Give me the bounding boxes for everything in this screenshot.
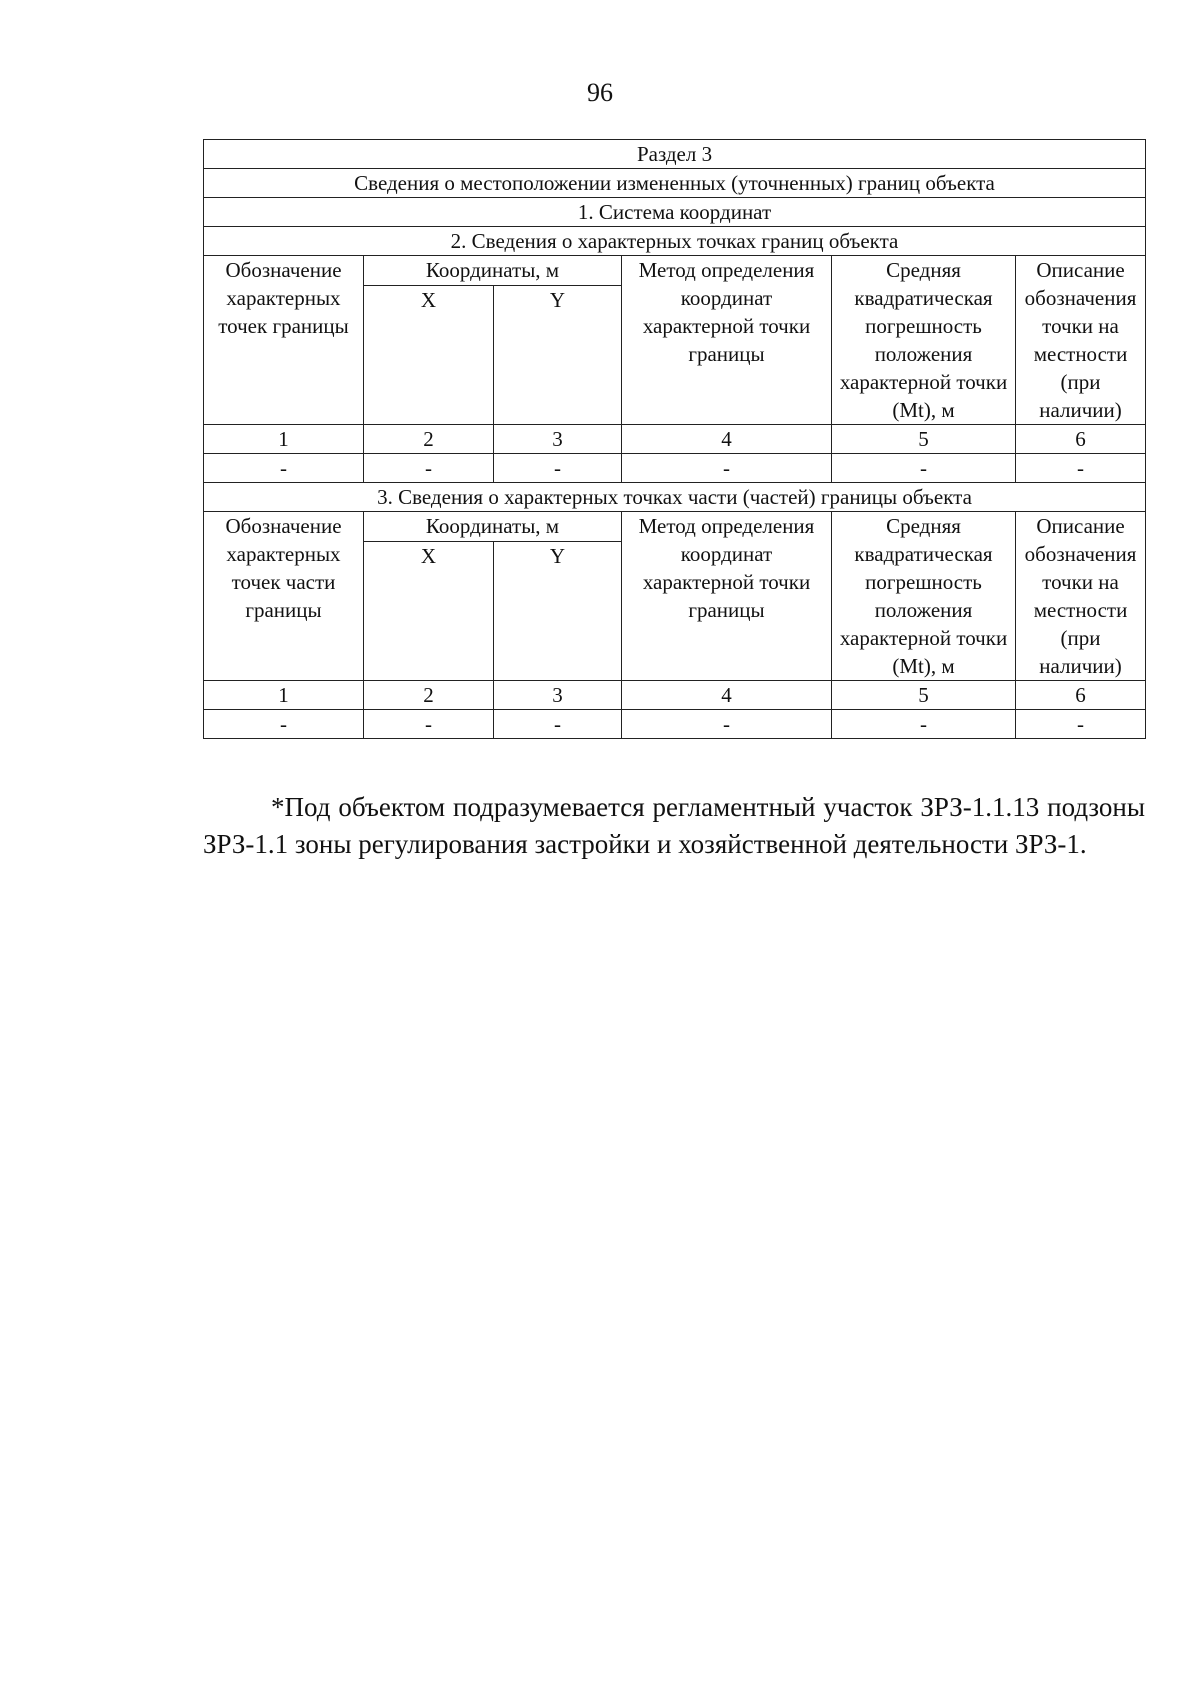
- part2-data-row: [204, 454, 1146, 483]
- part2-header-description: Описание обозначения точки на местности (при наличии): [1016, 256, 1146, 425]
- page-number: 96: [587, 78, 613, 107]
- column-number: 5: [832, 425, 1016, 454]
- column-number: 4: [622, 425, 832, 454]
- part2-header-method: Метод определения координат характерной точки границы: [622, 256, 832, 425]
- table-subtitle: Сведения о местоположении измененных (уточненных) границ объекта: [204, 169, 1146, 198]
- part3-heading: 3. Сведения о характерных точках части (частей) границы объекта: [204, 483, 1146, 512]
- column-number: 2: [364, 425, 494, 454]
- table-cell: -: [204, 454, 364, 483]
- part2-header-designation: Обозначение характерных точек границы: [204, 256, 364, 425]
- column-number: 6: [1016, 425, 1146, 454]
- coord-system-heading: 1. Система координат: [204, 198, 1146, 227]
- part2-header-y: Y: [494, 286, 622, 425]
- column-number: 5: [832, 681, 1016, 710]
- part3-header-error: Средняя квадратическая погрешность положения характерной точки (Mt), м: [832, 512, 1016, 681]
- part3-header-designation: Обозначение характерных точек части границы: [204, 512, 364, 681]
- column-number: 2: [364, 681, 494, 710]
- column-number: 3: [494, 681, 622, 710]
- table-cell: -: [1016, 454, 1146, 483]
- part3-number-row: [204, 681, 1146, 710]
- part3-header-method: Метод определения координат характерной точки границы: [622, 512, 832, 681]
- column-number: 4: [622, 681, 832, 710]
- table-cell: -: [364, 454, 494, 483]
- part3-header-coordinates: Координаты, м: [364, 512, 622, 542]
- part2-header-x: X: [364, 286, 494, 425]
- table-cell: -: [832, 710, 1016, 739]
- part3-header-x: X: [364, 542, 494, 681]
- table-cell: -: [204, 710, 364, 739]
- part3-data-row: [204, 710, 1146, 739]
- column-number: 1: [204, 681, 364, 710]
- table-cell: -: [494, 454, 622, 483]
- table-cell: -: [622, 710, 832, 739]
- part2-number-row: [204, 425, 1146, 454]
- part2-header-error: Средняя квадратическая погрешность положения характерной точки (Mt), м: [832, 256, 1016, 425]
- table-cell: -: [622, 454, 832, 483]
- section-title: Раздел 3: [204, 140, 1146, 169]
- footnote: *Под объектом подразумевается регламентный участок ЗРЗ-1.1.13 подзоны ЗРЗ-1.1 зоны регулирования застройки и хозяйственной деятельности ЗРЗ-1.: [203, 792, 1145, 859]
- part2-heading: 2. Сведения о характерных точках границ объекта: [204, 227, 1146, 256]
- column-number: 1: [204, 425, 364, 454]
- part3-header-description: Описание обозначения точки на местности (при наличии): [1016, 512, 1146, 681]
- column-number: 6: [1016, 681, 1146, 710]
- part2-header-coordinates: Координаты, м: [364, 256, 622, 286]
- table-cell: -: [364, 710, 494, 739]
- column-number: 3: [494, 425, 622, 454]
- boundary-table: [203, 139, 1146, 739]
- table-cell: -: [1016, 710, 1146, 739]
- part3-header-y: Y: [494, 542, 622, 681]
- table-cell: -: [832, 454, 1016, 483]
- table-cell: -: [494, 710, 622, 739]
